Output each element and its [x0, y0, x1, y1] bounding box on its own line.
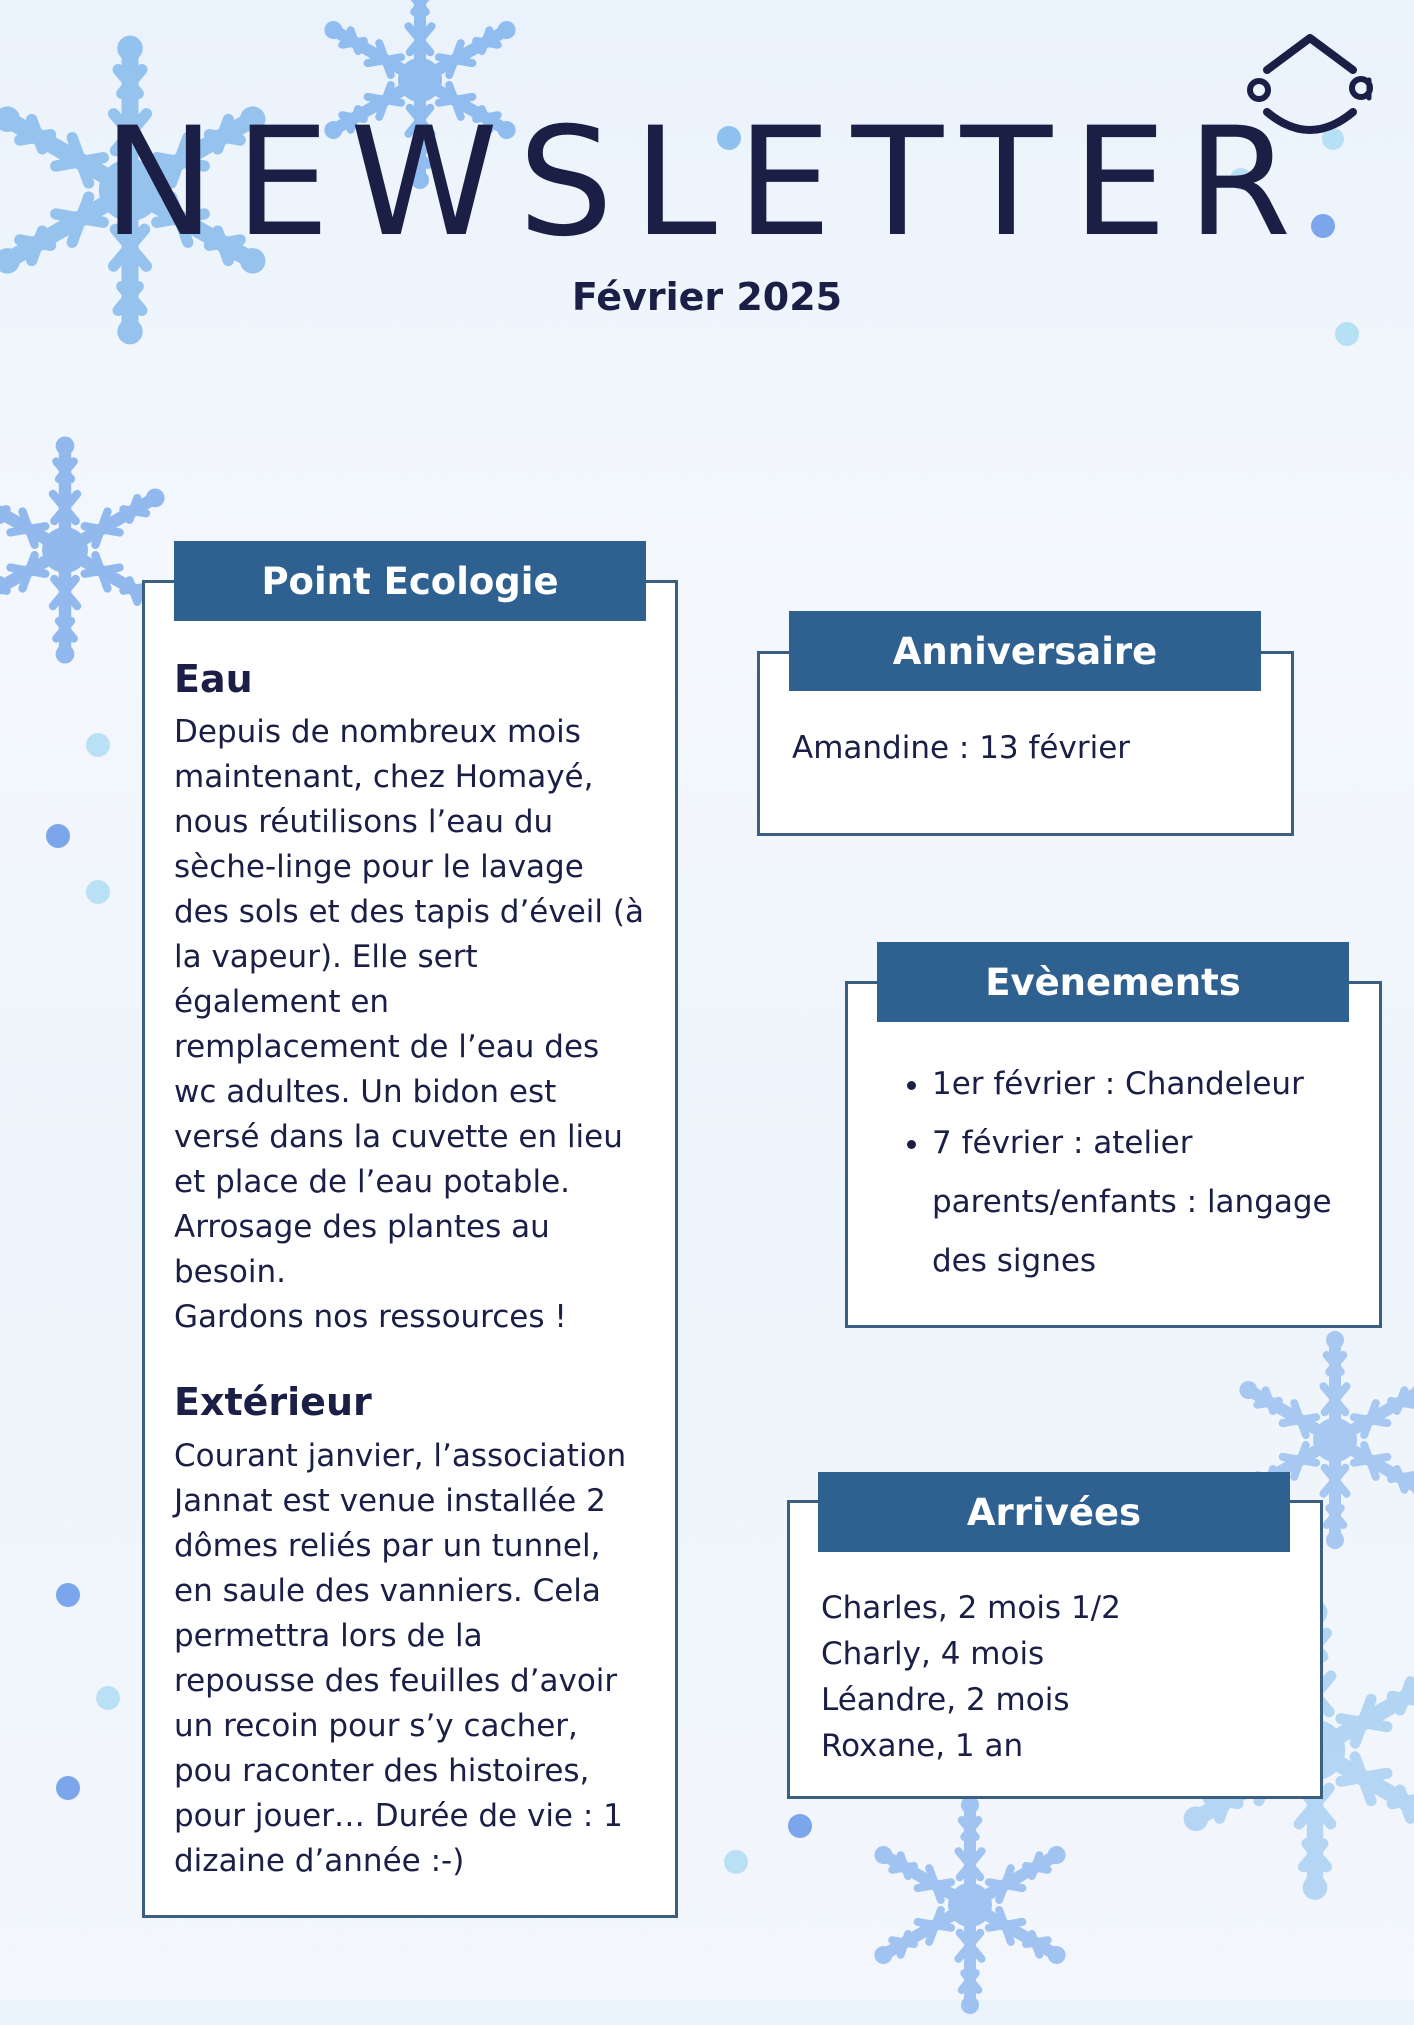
exterieur-section-text: Courant janvier, l’association Jannat est venue installée 2 dômes reliés par un tunnel, en saule des vanniers. Cela permettra lors de la repousse des feuilles d’avoir un recoin pour s’y cacher, pou raconter des histoires, pour jouer… Durée de vie : 1 dizaine d’année :-)	[174, 1437, 627, 1879]
event-item: • 1er février : Chandeleur	[932, 1055, 1360, 1114]
event-item: • 7 février : atelier parents/enfants : langage des signes	[932, 1114, 1360, 1291]
evenements-body	[890, 1055, 1360, 1291]
arrivee-item: Léandre, 2 mois	[821, 1682, 1070, 1718]
dot-decoration	[46, 824, 70, 848]
dot-decoration	[1335, 322, 1359, 346]
dot-decoration	[86, 880, 110, 904]
point-ecologie-header: Point Ecologie	[174, 541, 646, 621]
dot-decoration	[724, 1850, 748, 1874]
dot-decoration	[96, 1686, 120, 1710]
anniversaire-text: Amandine : 13 février	[792, 730, 1131, 766]
snowflake-bottom-center-decoration	[850, 1785, 1090, 2025]
point-ecologie-body	[174, 655, 654, 1884]
dot-decoration	[86, 733, 110, 757]
arrivees-body	[821, 1585, 1291, 1769]
anniversaire-header: Anniversaire	[789, 611, 1261, 691]
anniversaire-body	[792, 725, 1272, 771]
newsletter-date: Février 2025	[571, 275, 843, 319]
dot-decoration	[56, 1583, 80, 1607]
eau-section-text: Depuis de nombreux mois maintenant, chez Homayé, nous réutilisons l’eau du sèche-linge pour le lavage des sols et des tapis d’éveil (à la vapeur). Elle sert également en remplacement de l’eau des wc adultes. Un bidon est versé dans la cuvette en lieu et place de l’eau potable. Arrosage des plantes au besoin. Gardons nos ressources !	[174, 714, 644, 1336]
exterieur-section-title: Extérieur	[174, 1380, 372, 1425]
evenements-header: Evènements	[877, 942, 1349, 1022]
dot-decoration	[56, 1776, 80, 1800]
arrivees-header: Arrivées	[818, 1472, 1290, 1552]
newsletter-title: NEWSLETTER	[102, 96, 1312, 270]
arrivee-item: Charly, 4 mois	[821, 1636, 1045, 1672]
arrivee-item: Charles, 2 mois 1/2	[821, 1590, 1121, 1626]
arrivee-item: Roxane, 1 an	[821, 1728, 1024, 1764]
eau-section-title: Eau	[174, 657, 253, 701]
dot-decoration	[788, 1814, 812, 1838]
